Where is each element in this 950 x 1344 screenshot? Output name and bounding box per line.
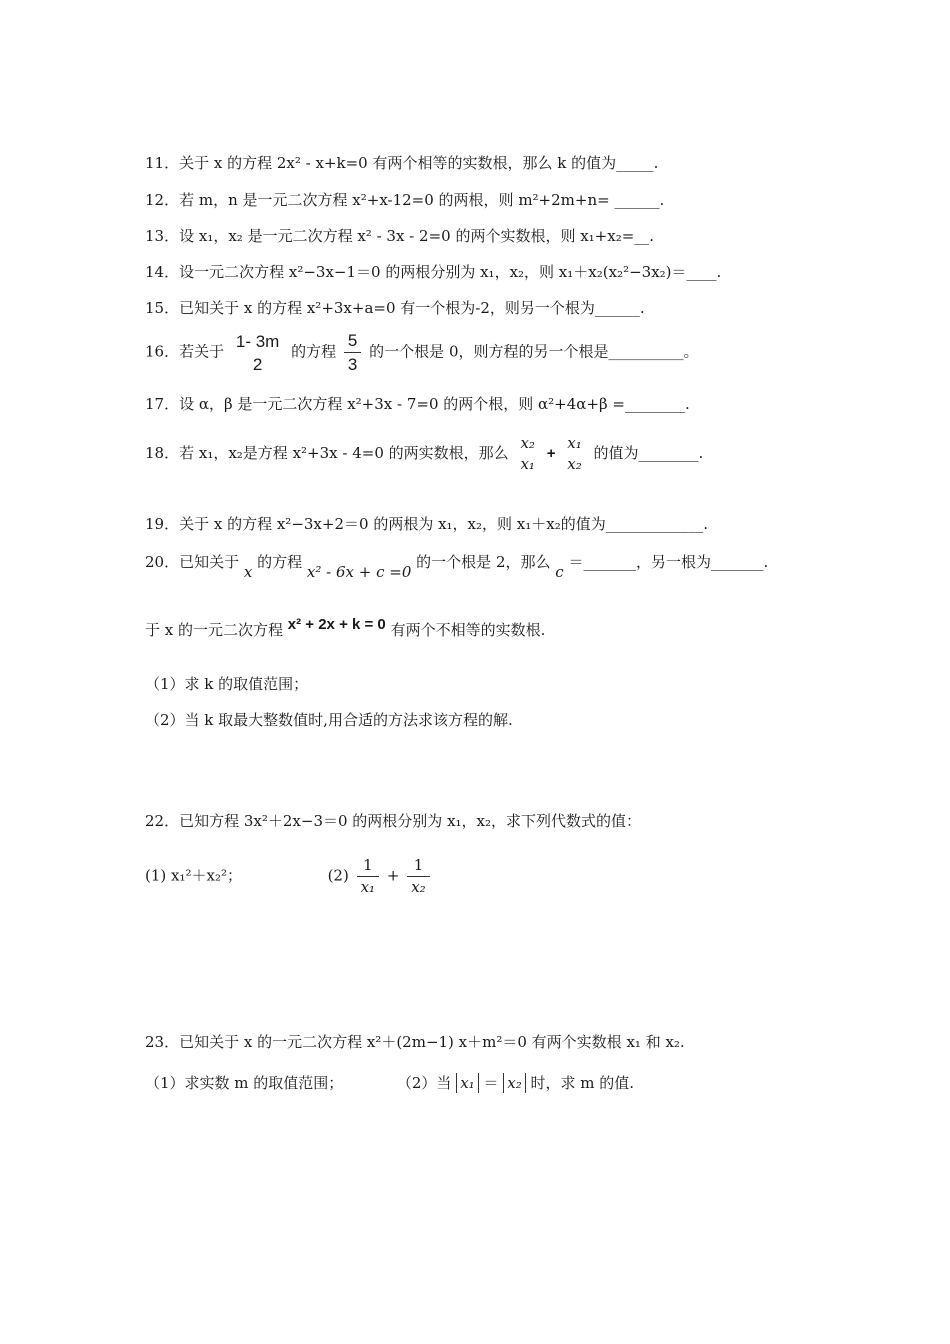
q20-middle-2: 的一个根是 2，那么 — [416, 553, 551, 571]
q16-frac1-denominator: 2 — [252, 354, 263, 374]
question-21-part-2: （2）当 k 取最大整数值时,用合适的方法求该方程的解. — [145, 711, 513, 729]
question-16 — [145, 332, 699, 373]
q23-abs-x2: x₂ — [503, 1073, 525, 1093]
q22-frac1-denominator: x₁ — [360, 878, 376, 896]
q20-equation: x² - 6x + c =0 — [306, 563, 412, 581]
question-23: 23．已知关于 x 的一元二次方程 x²＋(2m−1) x＋m²＝0 有两个实数根 x₁ 和 x₂. — [145, 1033, 685, 1051]
q18-frac1-numerator: x₂ — [520, 434, 535, 452]
q22-fraction-2 — [407, 858, 429, 895]
question-22-parts — [145, 858, 433, 895]
q21-equation: x² + 2x + k = 0 — [287, 616, 386, 633]
question-15: 15．已知关于 x 的方程 x²+3x+a=0 有一个根为-2，则另一个根为______. — [145, 299, 645, 317]
q18-plus: + — [546, 445, 556, 462]
question-20 — [145, 552, 769, 581]
question-11: 11．关于 x 的方程 2x² - x+k=0 有两个相等的实数根，那么 k 的值为_____. — [145, 154, 659, 172]
question-21-part-1: （1）求 k 的取值范围； — [145, 675, 309, 693]
q22-fraction-1 — [357, 858, 379, 895]
q20-middle-1: 的方程 — [257, 553, 303, 571]
q18-suffix: 的值为________. — [593, 444, 704, 462]
q16-frac1-numerator: 1- 3m — [235, 331, 280, 351]
q23-equals: ＝ — [483, 1074, 499, 1092]
question-13: 13．设 x₁，x₂ 是一元二次方程 x² - 3x - 2=0 的两个实数根，则 x₁+x₂=__. — [145, 227, 655, 245]
q18-fraction-2 — [563, 436, 585, 472]
q16-frac2-denominator: 3 — [347, 355, 358, 374]
q22-part-2-label: (2) — [327, 866, 349, 885]
q20-variable: x — [243, 563, 253, 581]
question-23-parts — [145, 1073, 634, 1093]
q22-frac1-numerator: 1 — [357, 858, 379, 877]
question-22: 22．已知方程 3x²＋2x−3＝0 的两根分别为 x₁，x₂，求下列代数式的值： — [145, 812, 642, 830]
q23-abs-x1: x₁ — [456, 1073, 478, 1093]
q21-suffix: 有两个不相等的实数根. — [390, 621, 546, 639]
question-17: 17．设 α，β 是一元二次方程 x²+3x - 7=0 的两个根，则 α²+4α+β =________. — [145, 395, 690, 413]
q18-prefix: 18．若 x₁，x₂是方程 x²+3x - 4=0 的两实数根，那么 — [145, 444, 509, 462]
q23-part-2-suffix: 时，求 m 的值. — [530, 1074, 635, 1092]
q18-frac1-denominator: x₁ — [520, 455, 535, 473]
q16-prefix: 16．若关于 — [145, 342, 225, 361]
question-12: 12．若 m，n 是一元二次方程 x²+x-12=0 的两根，则 m²+2m+n= ______. — [145, 191, 665, 209]
q22-part-1: (1) x₁²＋x₂²； — [145, 866, 242, 885]
q23-part-1: （1）求实数 m 的取值范围； — [145, 1074, 344, 1092]
q16-frac2-numerator: 5 — [344, 332, 361, 353]
q22-frac2-numerator: 1 — [407, 858, 429, 877]
q23-part-2-prefix: （2）当 — [396, 1074, 452, 1092]
question-19: 19．关于 x 的方程 x²−3x+2＝0 的两根为 x₁，x₂，则 x₁＋x₂的值为_____________. — [145, 515, 709, 533]
q22-frac2-denominator: x₂ — [411, 878, 426, 896]
q16-fraction-1 — [232, 333, 283, 373]
q20-prefix: 20．已知关于 — [145, 553, 240, 571]
q18-fraction-1 — [516, 436, 538, 472]
question-18 — [145, 436, 703, 472]
q18-frac2-denominator: x₂ — [567, 455, 582, 473]
q16-fraction-2 — [344, 332, 361, 373]
q16-middle: 的方程 — [291, 342, 337, 361]
q20-suffix: ＝_______，另一根为_______. — [568, 553, 769, 571]
q16-suffix: 的一个根是 0，则方程的另一个根是__________。 — [369, 342, 699, 361]
q20-c-variable: c — [555, 563, 564, 581]
question-21 — [145, 616, 546, 641]
question-14: 14．设一元二次方程 x²−3x−1＝0 的两根分别为 x₁，x₂，则 x₁＋x₂(x₂²−3x₂)＝____. — [145, 263, 722, 281]
q21-prefix: 于 x 的一元二次方程 — [145, 621, 283, 639]
q22-plus: + — [386, 866, 400, 885]
q18-frac2-numerator: x₁ — [567, 434, 582, 452]
